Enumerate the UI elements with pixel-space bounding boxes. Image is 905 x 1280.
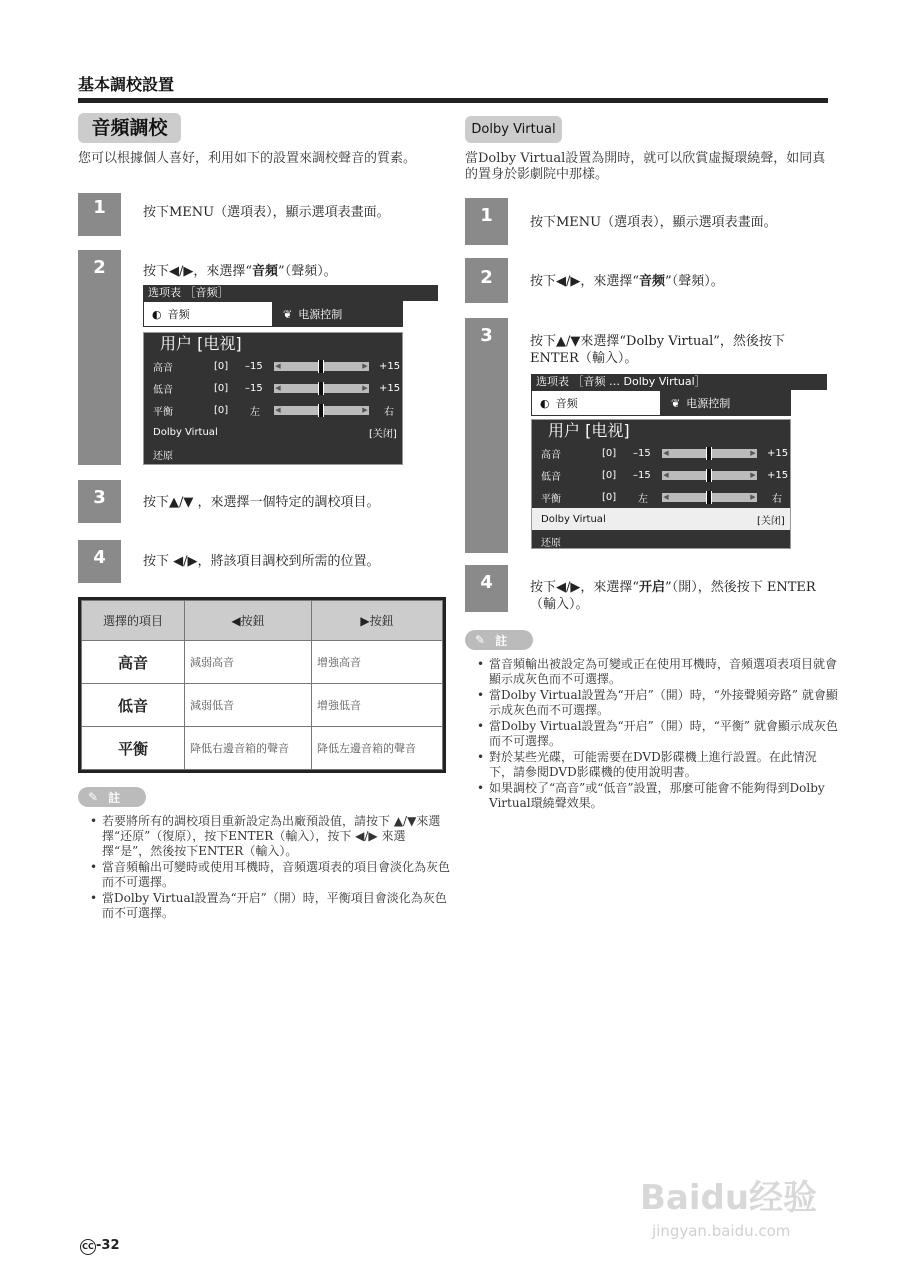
table-cell: 降低右邊音箱的聲音 xyxy=(185,727,312,770)
menu-tab-audio[interactable]: ◐ 音频 xyxy=(143,301,273,327)
bass-slider[interactable]: ◀ ▶ xyxy=(274,384,369,393)
menu-header: 选项表 ［音频］ xyxy=(143,285,438,301)
left-step-4-number: 4 xyxy=(78,540,121,583)
menu-tab-audio[interactable]: ◐ 音频 xyxy=(531,390,661,416)
menu-row-dolby[interactable]: Dolby Virtual [关闭] xyxy=(153,426,397,440)
left-step-3-number: 3 xyxy=(78,480,121,523)
left-step-1-text: 按下MENU（選項表），顯示選項表畫面。 xyxy=(143,205,390,220)
balance-slider[interactable]: ◀ ▶ xyxy=(274,406,369,415)
note-item: • 對於某些光碟，可能需要在DVD影碟機上進行設置。在此情況下，請參閱DVD影碟機的使用說明書。 xyxy=(489,750,839,780)
section-title-audio: 音頻調校 xyxy=(78,113,181,143)
right-step-3-number: 3 xyxy=(465,318,508,553)
menu-title: 用户 [电视] xyxy=(548,421,630,440)
speaker-icon: ◐ xyxy=(152,307,162,321)
table-cell: 降低左邊音箱的聲音 xyxy=(312,727,443,770)
right-tv-menu xyxy=(531,374,827,549)
pencil-icon: ✎ xyxy=(475,633,486,647)
left-step-1-number: 1 xyxy=(78,193,121,236)
section-title-dolby: Dolby Virtual xyxy=(465,116,562,143)
balance-slider[interactable]: ◀ ▶ xyxy=(662,493,757,502)
pencil-icon: ✎ xyxy=(88,790,99,804)
note-item: • 若要將所有的調校項目重新設定為出廠預設值，請按下 ▲/▼來選擇“还原”（復原），按下ENTER（輸入），按下 ◀/▶ 來選擇“是”，然後按下ENTER（輸入）。 xyxy=(102,814,452,859)
header-rule xyxy=(78,98,828,103)
adjust-table xyxy=(78,597,446,773)
table-cell: 平衡 xyxy=(82,727,185,770)
note-item: • 當Dolby Virtual設置為“开启”（開）時，平衡項目會淡化為灰色而不可選擇。 xyxy=(102,891,452,921)
left-step-4-text: 按下 ◀/▶，將該項目調校到所需的位置。 xyxy=(143,554,380,569)
treble-slider[interactable]: ◀ ▶ xyxy=(662,449,757,458)
menu-row-treble[interactable]: 高音 [0] –15 ◀ ▶ +15 xyxy=(541,447,789,461)
table-header: 選擇的項目 xyxy=(82,601,185,641)
right-step-2-number: 2 xyxy=(465,258,508,303)
menu-panel xyxy=(531,419,791,549)
menu-row-balance[interactable]: 平衡 [0] 左 ◀ ▶ 右 xyxy=(541,491,782,505)
note-item: • 當音頻輸出可變時或使用耳機時，音頻選項表的項目會淡化為灰色而不可選擇。 xyxy=(102,860,452,890)
right-step-1-text: 按下MENU（選項表），顯示選項表畫面。 xyxy=(530,215,777,230)
note-item: • 當音頻輸出被設定為可變或正在使用耳機時，音頻選項表項目就會顯示成灰色而不可選擇。 xyxy=(489,657,839,687)
bass-slider[interactable]: ◀ ▶ xyxy=(662,471,757,480)
right-step-4-text: 按下◀/▶，來選擇“开启”（開），然後按下 ENTER（輸入）。 xyxy=(530,580,816,612)
table-cell: 減弱高音 xyxy=(185,641,312,684)
table-cell: 減弱低音 xyxy=(185,684,312,727)
menu-row-balance[interactable]: 平衡 [0] 左 ◀ ▶ 右 xyxy=(153,404,394,418)
menu-tab-power[interactable]: ❦ 电源控制 xyxy=(661,390,791,416)
table-cell: 增強高音 xyxy=(312,641,443,684)
right-note-label: ✎ 註 xyxy=(465,630,533,650)
note-item: • 當Dolby Virtual設置為“开启”（開）時，“外接聲頻旁路” 就會顯示成灰色而不可選擇。 xyxy=(489,688,839,718)
leaf-icon: ❦ xyxy=(283,307,293,321)
menu-row-bass[interactable]: 低音 [0] –15 ◀ ▶ +15 xyxy=(153,382,401,396)
watermark-logo: Baidu经验 xyxy=(640,1178,818,1218)
menu-header: 选项表 ［音频 … Dolby Virtual］ xyxy=(531,374,827,390)
left-step-2-text: 按下◀/▶，來選擇“音頻”（聲頻）。 xyxy=(143,264,337,279)
menu-row-reset[interactable]: 还原 xyxy=(153,450,173,462)
cc-icon: CC xyxy=(80,1239,96,1255)
menu-tab-power[interactable]: ❦ 电源控制 xyxy=(273,301,403,327)
page-number: CC -32 xyxy=(80,1238,120,1255)
watermark-url: jingyan.baidu.com xyxy=(652,1222,791,1240)
leaf-icon: ❦ xyxy=(671,396,681,410)
table-cell: 低音 xyxy=(82,684,185,727)
page-header-title: 基本調校設置 xyxy=(78,75,175,94)
left-notes xyxy=(90,814,452,922)
table-cell: 高音 xyxy=(82,641,185,684)
menu-row-reset[interactable]: 还原 xyxy=(541,537,561,549)
note-item: • 如果調校了“高音”或“低音”設置，那麼可能會不能夠得到Dolby Virtual環繞聲效果。 xyxy=(489,781,839,811)
menu-row-bass[interactable]: 低音 [0] –15 ◀ ▶ +15 xyxy=(541,469,789,483)
right-step-3-text: 按下▲/▼來選擇“Dolby Virtual”，然後按下ENTER（輸入）。 xyxy=(530,334,785,366)
right-step-2-text: 按下◀/▶，來選擇“音频”（聲頻）。 xyxy=(530,274,724,289)
menu-row-dolby-selected[interactable]: Dolby Virtual [关闭] xyxy=(532,508,790,530)
table-header: ▶按鈕 xyxy=(312,601,443,641)
left-step-2-number: 2 xyxy=(78,250,121,465)
right-step-4-number: 4 xyxy=(465,565,508,612)
right-step-1-number: 1 xyxy=(465,198,508,245)
speaker-icon: ◐ xyxy=(540,396,550,410)
right-notes xyxy=(477,657,839,812)
right-intro: 當Dolby Virtual設置為開時，就可以欣賞虛擬環繞聲，如同真的置身於影劇院中那樣。 xyxy=(465,151,826,182)
menu-row-treble[interactable]: 高音 [0] –15 ◀ ▶ +15 xyxy=(153,360,401,374)
left-tv-menu xyxy=(143,285,438,465)
menu-panel xyxy=(143,332,403,465)
left-note-label: ✎ 註 xyxy=(78,787,146,807)
left-intro: 您可以根據個人喜好，利用如下的設置來調校聲音的質素。 xyxy=(78,151,417,166)
menu-title: 用户 [电视] xyxy=(160,334,242,353)
table-cell: 增強低音 xyxy=(312,684,443,727)
treble-slider[interactable]: ◀ ▶ xyxy=(274,362,369,371)
note-item: • 當Dolby Virtual設置為“开启”（開）時，“平衡” 就會顯示成灰色而不可選擇。 xyxy=(489,719,839,749)
left-step-3-text: 按下▲/▼ ，來選擇一個特定的調校項目。 xyxy=(143,495,380,510)
table-header: ◀按鈕 xyxy=(185,601,312,641)
